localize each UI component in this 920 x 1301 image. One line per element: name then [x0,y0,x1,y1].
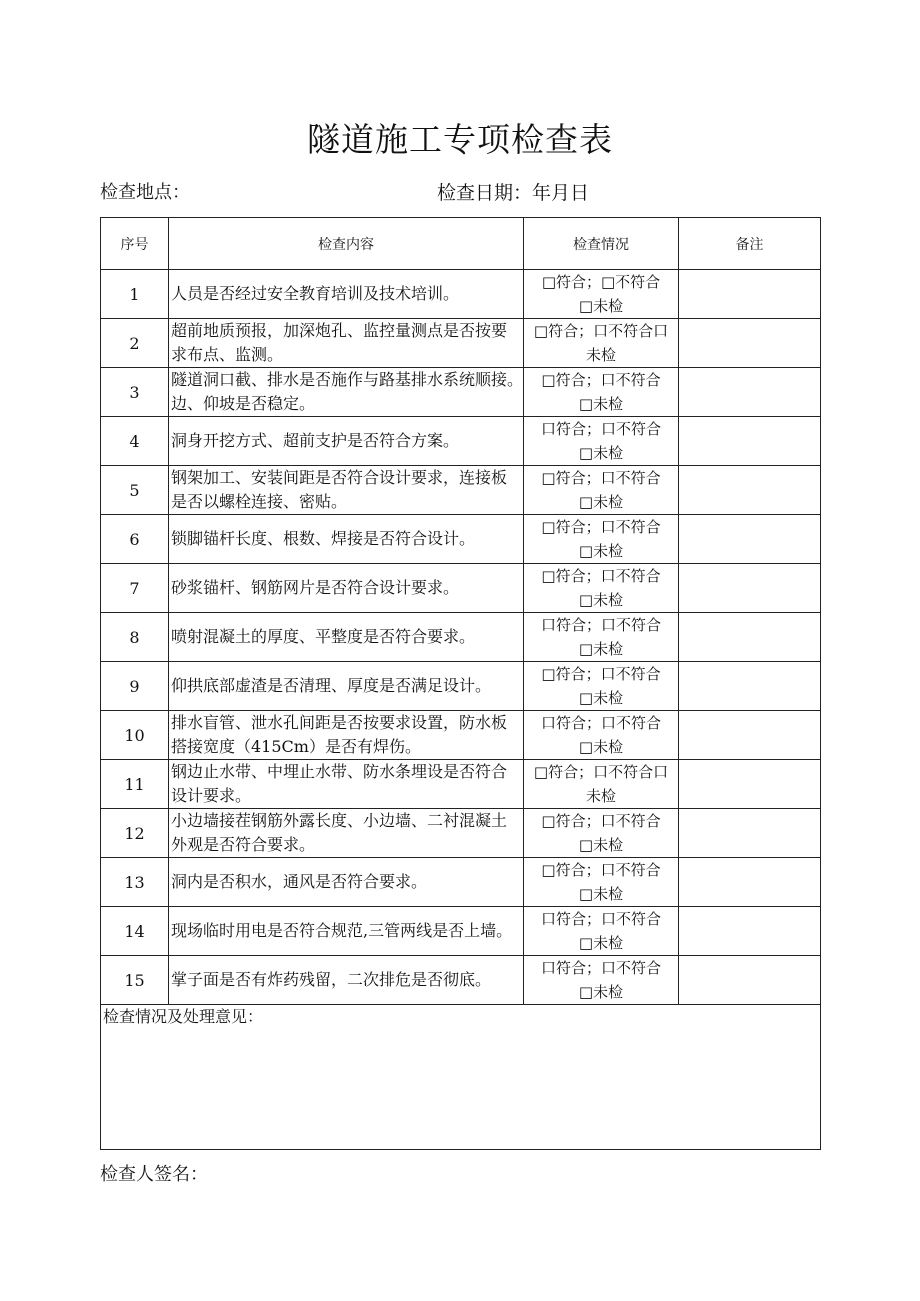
item-content-line: 掌子面是否有炸药残留，二次排危是否彻底。 [171,970,492,989]
item-number: 4 [101,417,169,466]
comments-cell [101,1005,821,1150]
inspection-table [100,217,821,1150]
item-content-cell [169,613,524,662]
item-status-line: □未检 [578,591,624,609]
item-remark-cell [679,711,821,760]
table-row [101,956,821,1005]
item-status-line: □未检 [578,493,624,511]
header-content: 检查内容 [169,218,524,270]
item-status-line: □未检 [578,444,624,462]
item-remark-cell [679,907,821,956]
item-content-line: 现场临时用电是否符合规范,三管两线是否上墙。 [171,921,513,940]
item-number: 11 [101,760,169,809]
item-content-line: 洞内是否积水，通风是否符合要求。 [171,872,428,891]
item-status-line: □未检 [578,640,624,658]
item-status-cell [524,319,679,368]
item-status-line: □未检 [578,836,624,854]
item-status-line: 口符合；口不符合 [540,714,661,732]
header-number: 序号 [101,218,169,270]
item-status-cell [524,466,679,515]
item-content-line: 砂浆锚杆、钢筋网片是否符合设计要求。 [171,578,460,597]
item-content-cell [169,858,524,907]
item-status-cell [524,809,679,858]
table-row [101,613,821,662]
table-row [101,760,821,809]
item-status-line: 口符合；口不符合 [540,910,661,928]
table-row [101,662,821,711]
item-status-line: □符合；口不符合 [541,469,661,487]
table-row [101,858,821,907]
item-status-line: 口符合；口不符合 [540,959,661,977]
item-content-cell [169,711,524,760]
item-status-line: □未检 [578,983,624,1001]
item-status-line: 口符合；口不符合 [540,616,661,634]
item-status-cell [524,564,679,613]
table-header-row [101,218,821,270]
table-row [101,515,821,564]
item-status-line: □未检 [578,738,624,756]
item-remark-cell [679,662,821,711]
item-status-cell [524,711,679,760]
item-content-line: 小边墙接茬钢筋外露长度、小边墙、二衬混凝土 [171,811,508,830]
item-content-cell [169,907,524,956]
item-content-line: 喷射混凝土的厚度、平整度是否符合要求。 [171,627,476,646]
item-status-cell [524,270,679,319]
item-content-line: 超前地质预报，加深炮孔、监控量测点是否按要 [171,321,508,340]
item-status-line: □未检 [578,885,624,903]
item-status-cell [524,368,679,417]
item-remark-cell [679,956,821,1005]
inspection-date-label: 检查日期：年月日 [437,182,590,204]
item-remark-cell [679,564,821,613]
table-row [101,319,821,368]
table-row [101,809,821,858]
item-content-line: 排水盲管、泄水孔间距是否按要求设置，防水板 [171,713,508,732]
table-row [101,368,821,417]
comments-label: 检查情况及处理意见： [103,1007,264,1026]
item-content-line: 求布点、监测。 [171,345,284,364]
item-status-line: 未检 [585,346,616,364]
item-status-line: □未检 [578,395,624,413]
item-status-line: □符合；口不符合 [541,518,661,536]
item-status-line: 未检 [585,787,616,805]
item-number: 7 [101,564,169,613]
item-number: 3 [101,368,169,417]
page-title: 隧道施工专项检查表 [307,120,613,159]
item-status-line: □符合；口不符合 [541,665,661,683]
item-remark-cell [679,858,821,907]
item-content-cell [169,368,524,417]
item-status-cell [524,907,679,956]
header-status: 检查情况 [524,218,679,270]
item-status-line: □未检 [578,689,624,707]
item-status-line: □未检 [578,542,624,560]
item-content-line: 是否以螺栓连接、密贴。 [171,492,348,511]
table-row [101,417,821,466]
item-number: 6 [101,515,169,564]
item-content-cell [169,466,524,515]
item-number: 13 [101,858,169,907]
item-number: 2 [101,319,169,368]
item-content-line: 外观是否符合要求。 [171,835,316,854]
header-remark: 备注 [679,218,821,270]
item-status-cell [524,760,679,809]
item-number: 10 [101,711,169,760]
item-number: 1 [101,270,169,319]
item-content-line: 搭接宽度（415Cm）是否有焊伤。 [171,737,421,756]
item-content-line: 钢架加工、安装间距是否符合设计要求，连接板 [171,468,508,487]
item-content-line: 设计要求。 [171,786,252,805]
item-remark-cell [679,319,821,368]
item-status-line: □符合；口不符合口 [533,763,669,781]
item-status-cell [524,662,679,711]
item-content-cell [169,564,524,613]
table-row [101,907,821,956]
item-number: 12 [101,809,169,858]
item-content-cell [169,515,524,564]
comments-row [101,1005,821,1150]
item-content-line: 仰拱底部虚渣是否清理、厚度是否满足设计。 [171,676,492,695]
table-row [101,564,821,613]
item-remark-cell [679,515,821,564]
item-content-cell [169,956,524,1005]
item-remark-cell [679,466,821,515]
item-content-cell [169,270,524,319]
table-row [101,711,821,760]
item-remark-cell [679,417,821,466]
item-content-line: 锁脚锚杆长度、根数、焊接是否符合设计。 [171,529,476,548]
item-number: 15 [101,956,169,1005]
item-status-cell [524,956,679,1005]
item-status-line: 口符合；口不符合 [540,420,661,438]
item-status-line: □符合；口不符合口 [533,322,669,340]
item-remark-cell [679,809,821,858]
item-status-cell [524,515,679,564]
item-content-cell [169,417,524,466]
item-content-line: 边、仰坡是否稳定。 [171,394,316,413]
item-number: 14 [101,907,169,956]
item-status-line: □符合；口不符合 [541,371,661,389]
item-status-cell [524,858,679,907]
item-number: 9 [101,662,169,711]
item-status-line: □符合；口不符合 [541,567,661,585]
item-content-line: 洞身开挖方式、超前支护是否符合方案。 [171,431,460,450]
table-row [101,270,821,319]
item-number: 8 [101,613,169,662]
item-status-line: □符合；口不符合 [541,812,661,830]
item-status-line: □符合；口不符合 [541,861,661,879]
item-status-line: □未检 [578,297,624,315]
inspector-signature-label: 检查人签名： [100,1164,208,1185]
item-content-line: 钢边止水带、中埋止水带、防水条埋设是否符合 [171,762,508,781]
item-status-line: □符合；□不符合 [541,273,661,291]
item-content-cell [169,319,524,368]
table-row [101,466,821,515]
inspection-location-label: 检查地点： [100,182,190,203]
item-status-cell [524,417,679,466]
item-content-cell [169,760,524,809]
item-content-cell [169,662,524,711]
item-remark-cell [679,368,821,417]
item-status-cell [524,613,679,662]
item-content-cell [169,809,524,858]
item-content-line: 人员是否经过安全教育培训及技术培训。 [171,284,460,303]
item-remark-cell [679,270,821,319]
item-number: 5 [101,466,169,515]
item-remark-cell [679,760,821,809]
item-status-line: □未检 [578,934,624,952]
item-content-line: 隧道洞口截、排水是否施作与路基排水系统顺接。 [171,370,524,389]
item-remark-cell [679,613,821,662]
